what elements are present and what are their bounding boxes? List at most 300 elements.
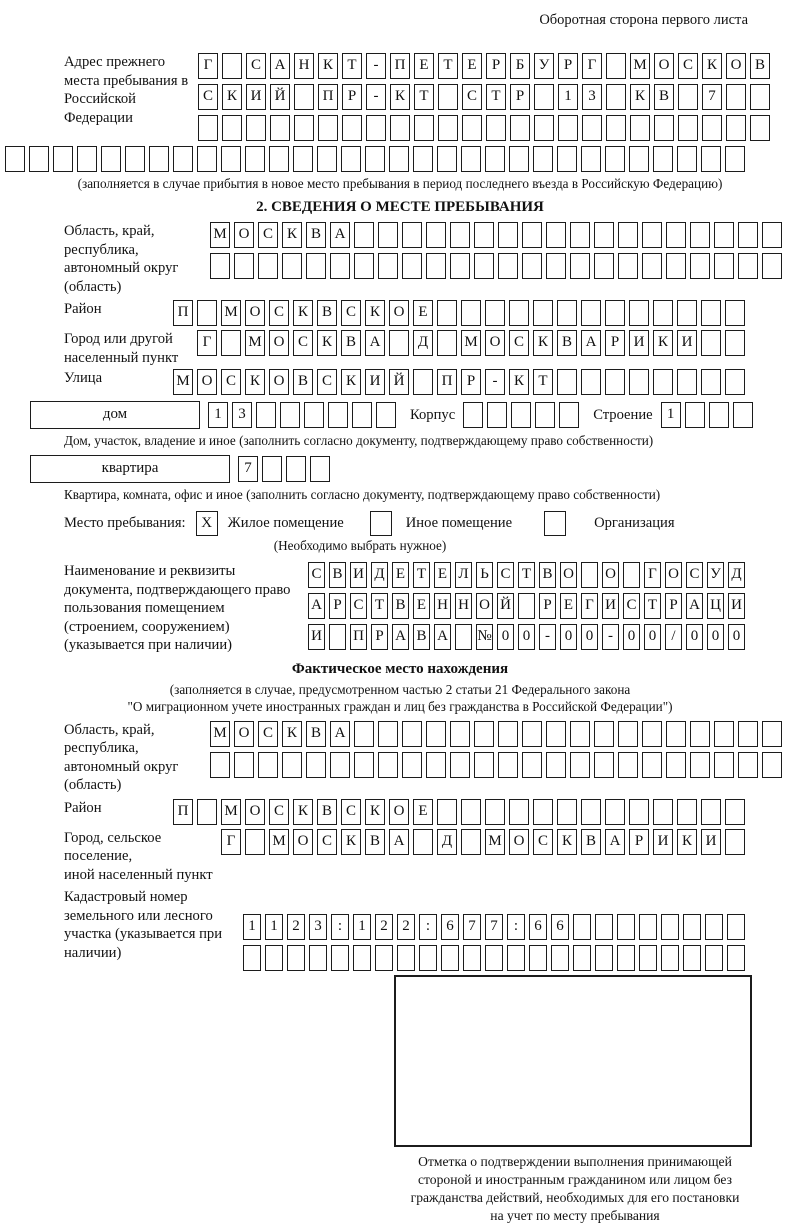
char-cell: 7 [702, 84, 722, 110]
char-cell: 6 [551, 914, 569, 940]
char-cell [666, 222, 686, 248]
char-cell [280, 402, 300, 428]
char-cell [210, 253, 230, 279]
char-cell: : [331, 914, 349, 940]
char-cell [306, 752, 326, 778]
char-cell [282, 752, 302, 778]
char-cell: 6 [441, 914, 459, 940]
char-cell [685, 402, 705, 428]
char-cell: С [293, 330, 313, 356]
char-cell: 2 [375, 914, 393, 940]
char-cell [342, 115, 362, 141]
char-cell [461, 799, 481, 825]
doc-row-1 [308, 562, 745, 588]
char-cell [353, 945, 371, 971]
char-cell: М [269, 829, 289, 855]
char-cell: О [665, 562, 682, 588]
char-cell [210, 752, 230, 778]
inoe-label: Иное помещение [405, 515, 513, 531]
char-cell: К [653, 330, 673, 356]
char-cell: К [630, 84, 650, 110]
char-cell: Т [342, 53, 362, 79]
char-cell: Е [413, 300, 433, 326]
char-cell [661, 914, 679, 940]
char-cell [551, 945, 569, 971]
char-cell [437, 799, 457, 825]
char-cell: 3 [582, 84, 602, 110]
char-cell [678, 84, 698, 110]
char-cell [522, 222, 542, 248]
char-cell [485, 300, 505, 326]
fact-oblast-group [64, 721, 745, 795]
char-cell: С [317, 829, 337, 855]
char-cell [653, 146, 673, 172]
char-cell: О [602, 562, 619, 588]
char-cell [317, 146, 337, 172]
char-cell [639, 914, 657, 940]
char-cell [304, 402, 324, 428]
char-cell [149, 146, 169, 172]
kadastr-row-2 [243, 945, 745, 971]
char-cell [426, 721, 446, 747]
char-cell [246, 115, 266, 141]
char-cell [630, 115, 650, 141]
char-cell: 2 [287, 914, 305, 940]
char-cell: 1 [558, 84, 578, 110]
kvartira-box: квартира [30, 455, 230, 483]
char-cell [677, 146, 697, 172]
char-cell [331, 945, 349, 971]
char-cell: Е [560, 593, 577, 619]
char-cell [661, 945, 679, 971]
fact-oblast-row-2 [210, 752, 782, 778]
char-cell [595, 914, 613, 940]
char-cell [762, 721, 782, 747]
char-cell: Д [413, 330, 433, 356]
char-cell: О [234, 721, 254, 747]
char-cell [750, 84, 770, 110]
char-cell: Ц [707, 593, 724, 619]
char-cell: Б [510, 53, 530, 79]
char-cell: С [258, 222, 278, 248]
char-cell: Г [581, 593, 598, 619]
char-cell [733, 402, 753, 428]
char-cell: С [686, 562, 703, 588]
char-cell: В [539, 562, 556, 588]
char-cell [546, 752, 566, 778]
fact-caption-line1: (заполняется в случае, предусмотренном частью 2 статьи 21 Федерального закона [169, 681, 631, 697]
char-cell: Р [539, 593, 556, 619]
confirmation-caption-line2: стороной и иностранным гражданином или лицом без [418, 1172, 732, 1187]
char-cell [606, 115, 626, 141]
char-cell [487, 402, 507, 428]
char-cell [581, 799, 601, 825]
fact-gorod-label-line2: иной населенный пункт [64, 866, 213, 883]
char-cell [306, 253, 326, 279]
char-cell: С [308, 562, 325, 588]
char-cell: Д [371, 562, 388, 588]
char-cell [690, 752, 710, 778]
char-cell [450, 721, 470, 747]
char-cell [509, 300, 529, 326]
char-cell: А [330, 721, 350, 747]
char-cell: С [341, 799, 361, 825]
char-cell [438, 115, 458, 141]
char-cell [498, 752, 518, 778]
char-cell: С [269, 300, 289, 326]
fact-gorod-group [64, 829, 745, 885]
char-cell [629, 799, 649, 825]
char-cell [258, 253, 278, 279]
char-cell [5, 146, 25, 172]
char-cell: В [581, 829, 601, 855]
confirmation-mark-box [394, 975, 752, 1147]
char-cell: В [557, 330, 577, 356]
char-cell: Р [629, 829, 649, 855]
char-cell [606, 53, 626, 79]
char-cell: П [173, 799, 193, 825]
char-cell: П [173, 300, 193, 326]
char-cell: Д [437, 829, 457, 855]
char-cell [677, 799, 697, 825]
char-cell [474, 721, 494, 747]
char-cell [293, 146, 313, 172]
char-cell: С [198, 84, 218, 110]
char-cell [426, 253, 446, 279]
prev-address-row-3 [198, 115, 770, 141]
char-cell: № [476, 624, 493, 650]
char-cell [683, 945, 701, 971]
char-cell [354, 721, 374, 747]
char-cell: К [702, 53, 722, 79]
char-cell [294, 84, 314, 110]
char-cell: М [221, 300, 241, 326]
char-cell: В [329, 562, 346, 588]
char-cell [725, 300, 745, 326]
char-cell: Н [455, 593, 472, 619]
char-cell: К [677, 829, 697, 855]
char-cell [197, 300, 217, 326]
char-cell [221, 330, 241, 356]
char-cell: 1 [661, 402, 681, 428]
char-cell [330, 253, 350, 279]
char-cell: О [269, 369, 289, 395]
char-cell: Н [434, 593, 451, 619]
char-cell [701, 330, 721, 356]
char-cell [198, 115, 218, 141]
char-cell: О [389, 799, 409, 825]
s2-raion-group [64, 300, 745, 326]
char-cell [463, 402, 483, 428]
char-cell [557, 146, 577, 172]
char-cell: Н [294, 53, 314, 79]
char-cell [286, 456, 306, 482]
char-cell [378, 253, 398, 279]
char-cell [234, 253, 254, 279]
char-cell: О [476, 593, 493, 619]
char-cell [581, 300, 601, 326]
char-cell: Р [371, 624, 388, 650]
char-cell [378, 721, 398, 747]
char-cell [714, 253, 734, 279]
char-cell: С [341, 300, 361, 326]
char-cell [725, 146, 745, 172]
char-cell [29, 146, 49, 172]
korpus-cells [463, 402, 579, 428]
char-cell [101, 146, 121, 172]
char-cell: А [270, 53, 290, 79]
inoe-checkbox [370, 511, 392, 536]
char-cell: С [269, 799, 289, 825]
char-cell [402, 253, 422, 279]
char-cell: - [485, 369, 505, 395]
char-cell: Р [329, 593, 346, 619]
char-cell [498, 222, 518, 248]
char-cell: Е [413, 799, 433, 825]
fact-caption-line2: "О миграционном учете иностранных граждан и лиц без гражданства в Российской Федерации") [127, 698, 673, 714]
char-cell: Т [414, 84, 434, 110]
char-cell [701, 300, 721, 326]
char-cell [750, 115, 770, 141]
char-cell [365, 146, 385, 172]
char-cell: Е [434, 562, 451, 588]
char-cell: К [365, 799, 385, 825]
char-cell: А [686, 593, 703, 619]
char-cell [762, 752, 782, 778]
char-cell [437, 146, 457, 172]
char-cell [642, 752, 662, 778]
char-cell [762, 222, 782, 248]
char-cell: С [462, 84, 482, 110]
char-cell: О [726, 53, 746, 79]
char-cell [557, 369, 577, 395]
char-cell [329, 624, 346, 650]
char-cell: Р [558, 53, 578, 79]
char-cell [727, 914, 745, 940]
char-cell [594, 253, 614, 279]
char-cell [617, 945, 635, 971]
s2-raion-label: Район [64, 301, 102, 317]
char-cell: : [419, 914, 437, 940]
char-cell [243, 945, 261, 971]
char-cell: С [678, 53, 698, 79]
char-cell: : [507, 914, 525, 940]
char-cell: Т [644, 593, 661, 619]
mesto-caption: (Необходимо выбрать нужное) [273, 538, 447, 553]
char-cell [256, 402, 276, 428]
char-cell: Г [197, 330, 217, 356]
s2-ulitsa-row [173, 369, 745, 395]
char-cell: 0 [497, 624, 514, 650]
char-cell [726, 115, 746, 141]
prev-address-group [64, 53, 765, 141]
s2-gorod-row [197, 330, 745, 356]
char-cell [678, 115, 698, 141]
prev-address-row-2 [198, 84, 770, 110]
char-cell [701, 799, 721, 825]
char-cell: 1 [353, 914, 371, 940]
char-cell: В [317, 799, 337, 825]
char-cell [354, 253, 374, 279]
char-cell: Т [533, 369, 553, 395]
char-cell: Е [462, 53, 482, 79]
char-cell: Г [221, 829, 241, 855]
char-cell: О [234, 222, 254, 248]
char-cell: С [350, 593, 367, 619]
char-cell: 7 [485, 914, 503, 940]
char-cell [653, 300, 673, 326]
char-cell: Е [413, 593, 430, 619]
char-cell [522, 752, 542, 778]
char-cell [690, 253, 710, 279]
char-cell [666, 752, 686, 778]
doc-row-2 [308, 593, 745, 619]
char-cell: Г [198, 53, 218, 79]
char-cell [461, 300, 481, 326]
kadastr-group [64, 888, 745, 971]
char-cell: С [509, 330, 529, 356]
char-cell [450, 752, 470, 778]
char-cell [438, 84, 458, 110]
char-cell: К [557, 829, 577, 855]
char-cell [352, 402, 372, 428]
fact-raion-group [64, 799, 745, 825]
fact-oblast-label: Область, край, республика, автономный округ (область) [64, 721, 179, 793]
char-cell: К [282, 721, 302, 747]
char-cell [378, 752, 398, 778]
char-cell [455, 624, 472, 650]
char-cell: К [341, 369, 361, 395]
char-cell: О [485, 330, 505, 356]
char-cell: Т [438, 53, 458, 79]
char-cell: Т [413, 562, 430, 588]
char-cell [535, 402, 555, 428]
char-cell: М [221, 799, 241, 825]
char-cell: К [293, 300, 313, 326]
char-cell: - [366, 53, 386, 79]
char-cell: 0 [560, 624, 577, 650]
char-cell: О [389, 300, 409, 326]
char-cell [413, 369, 433, 395]
char-cell: В [306, 721, 326, 747]
char-cell: К [509, 369, 529, 395]
char-cell: 2 [397, 914, 415, 940]
section2-title: 2. СВЕДЕНИЯ О МЕСТЕ ПРЕБЫВАНИЯ [256, 199, 544, 215]
prev-address-row-1 [198, 53, 770, 79]
char-cell: А [392, 624, 409, 650]
char-cell: В [654, 84, 674, 110]
char-cell [546, 253, 566, 279]
char-cell: И [365, 369, 385, 395]
char-cell: 7 [463, 914, 481, 940]
char-cell: Г [644, 562, 661, 588]
kvartira-caption: Квартира, комната, офис и иное (заполнить согласно документу, подтверждающему право собственности) [64, 487, 661, 502]
page-side-note: Оборотная сторона первого листа [539, 12, 748, 28]
char-cell: А [330, 222, 350, 248]
char-cell: О [269, 330, 289, 356]
fact-gorod-row [221, 829, 745, 855]
confirmation-caption-line4: на учет по месту пребывания [490, 1208, 660, 1223]
char-cell: У [534, 53, 554, 79]
char-cell [375, 945, 393, 971]
s2-gorod-label-line1: Город или другой [64, 331, 173, 347]
char-cell [714, 752, 734, 778]
char-cell [389, 146, 409, 172]
zhiloe-label: Жилое помещение [227, 515, 344, 531]
char-cell: К [222, 84, 242, 110]
char-cell [498, 253, 518, 279]
char-cell: Т [371, 593, 388, 619]
char-cell [618, 253, 638, 279]
char-cell [642, 721, 662, 747]
char-cell [618, 752, 638, 778]
char-cell [762, 253, 782, 279]
char-cell: К [245, 369, 265, 395]
char-cell [265, 945, 283, 971]
char-cell [522, 721, 542, 747]
char-cell: М [173, 369, 193, 395]
char-cell [570, 253, 590, 279]
char-cell [413, 146, 433, 172]
char-cell [605, 799, 625, 825]
char-cell: П [437, 369, 457, 395]
char-cell [595, 945, 613, 971]
char-cell: К [533, 330, 553, 356]
char-cell: 0 [707, 624, 724, 650]
char-cell: Р [461, 369, 481, 395]
char-cell [437, 300, 457, 326]
s2-gorod-label-line2: населенный пункт [64, 349, 179, 366]
char-cell [221, 146, 241, 172]
stroenie-label: Строение [593, 406, 653, 423]
char-cell [419, 945, 437, 971]
char-cell: И [653, 829, 673, 855]
char-cell [222, 115, 242, 141]
char-cell [245, 146, 265, 172]
char-cell [282, 253, 302, 279]
char-cell: И [629, 330, 649, 356]
char-cell: М [485, 829, 505, 855]
kadastr-row-1 [243, 914, 745, 940]
char-cell [605, 369, 625, 395]
char-cell [594, 721, 614, 747]
char-cell [666, 721, 686, 747]
char-cell: 0 [581, 624, 598, 650]
char-cell [629, 369, 649, 395]
char-cell [557, 799, 577, 825]
char-cell [522, 253, 542, 279]
char-cell: Р [605, 330, 625, 356]
char-cell: С [246, 53, 266, 79]
char-cell [725, 369, 745, 395]
fact-gorod-label-line1: Город, сельское поселение, [64, 829, 162, 864]
char-cell: - [366, 84, 386, 110]
char-cell [450, 253, 470, 279]
char-cell [485, 146, 505, 172]
char-cell [618, 721, 638, 747]
char-cell [570, 752, 590, 778]
char-cell [53, 146, 73, 172]
char-cell: В [306, 222, 326, 248]
char-cell: 3 [232, 402, 252, 428]
char-cell [570, 222, 590, 248]
fact-title: Фактическое место нахождения [291, 660, 509, 677]
char-cell [402, 222, 422, 248]
char-cell: Д [728, 562, 745, 588]
kvartira-cells [238, 456, 330, 482]
char-cell [294, 115, 314, 141]
char-cell [654, 115, 674, 141]
